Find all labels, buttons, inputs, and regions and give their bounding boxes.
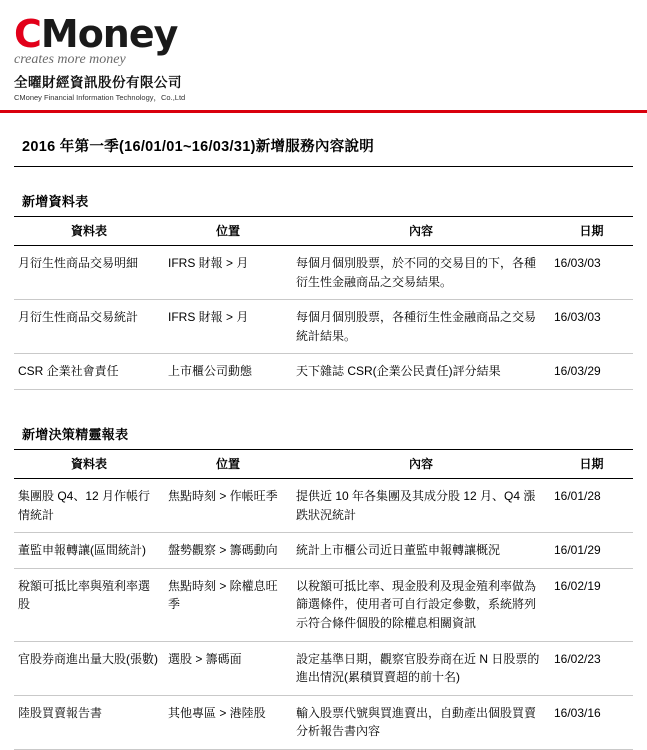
cell-content: 提供近 10 年各集團及其成分股 12 月、Q4 漲跌狀況統計 [292, 478, 550, 532]
cell-date: 16/01/28 [550, 478, 633, 532]
cell-date: 16/02/19 [550, 568, 633, 641]
column-header-location: 位置 [164, 450, 292, 479]
table-row [14, 568, 633, 641]
section-new-datatables [0, 191, 647, 390]
cell-content: 統計上市櫃公司近日董監申報轉讓概況 [292, 533, 550, 569]
column-header-content: 內容 [292, 217, 550, 246]
cell-content: 每個月個別股票，於不同的交易目的下，各種衍生性金融商品之交易結果。 [292, 246, 550, 300]
table-row [14, 354, 633, 390]
cell-location: 盤勢觀察 > 籌碼動向 [164, 533, 292, 569]
section-title: 新增決策精靈報表 [22, 426, 129, 442]
cell-location: 焦點時刻 > 除權息旺季 [164, 568, 292, 641]
title-divider [14, 166, 633, 167]
cell-content: 每個月個別股票，各種衍生性金融商品之交易統計結果。 [292, 300, 550, 354]
table-header-row [14, 217, 633, 246]
brand-tagline: creates more money [14, 52, 126, 67]
cell-name: CSR 企業社會責任 [14, 354, 164, 390]
table-row [14, 641, 633, 695]
column-header-content: 內容 [292, 450, 550, 479]
cell-content: 以稅額可抵比率、現金股利及現金殖利率做為篩選條件，使用者可自行設定參數，系統將列示符合條件個股的除權息相關資訊 [292, 568, 550, 641]
column-header-location: 位置 [164, 217, 292, 246]
cell-name: 董監申報轉讓(區間統計) [14, 533, 164, 569]
table-row [14, 246, 633, 300]
cell-date: 16/03/03 [550, 246, 633, 300]
cell-name: 月衍生性商品交易明細 [14, 246, 164, 300]
table-row [14, 478, 633, 532]
cell-location: IFRS 財報 > 月 [164, 300, 292, 354]
column-header-date: 日期 [550, 217, 633, 246]
cell-name: 官股券商進出量大股(張數) [14, 641, 164, 695]
cell-date: 16/03/29 [550, 354, 633, 390]
brand-header [0, 0, 647, 103]
cell-date: 16/03/03 [550, 300, 633, 354]
section-title: 新增資料表 [22, 194, 89, 209]
table-row [14, 695, 633, 749]
cell-date: 16/02/23 [550, 641, 633, 695]
cell-location: 選股 > 籌碼面 [164, 641, 292, 695]
brand-logo-rest: Money [40, 12, 178, 56]
page-title: 2016 年第一季(16/01/01~16/03/31)新增服務內容說明 [22, 139, 375, 155]
data-table [14, 450, 633, 750]
cell-content: 天下雜誌 CSR(企業公民責任)評分結果 [292, 354, 550, 390]
cell-name: 稅額可抵比率與殖利率選股 [14, 568, 164, 641]
brand-logo [14, 14, 647, 54]
company-name-cn: 全曜財經資訊股份有限公司 [14, 75, 182, 90]
cell-content: 設定基準日期，觀察官股券商在近 N 日股票的進出情況(累積買賣超的前十名) [292, 641, 550, 695]
table-row [14, 533, 633, 569]
cell-location: 其他專區 > 港陸股 [164, 695, 292, 749]
table-header-row [14, 450, 633, 479]
cell-content: 輸入股票代號與買進賣出，自動產出個股買賣分析報告書內容 [292, 695, 550, 749]
data-table [14, 217, 633, 390]
header-divider [0, 110, 647, 113]
brand-logo-initial: C [14, 12, 41, 56]
section-new-reports [0, 424, 647, 750]
table-row [14, 300, 633, 354]
cell-date: 16/01/29 [550, 533, 633, 569]
cell-location: 上市櫃公司動態 [164, 354, 292, 390]
company-name-en: CMoney Financial Information Technology，Co.,Ltd [14, 93, 186, 102]
cell-location: IFRS 財報 > 月 [164, 246, 292, 300]
column-header-name: 資料表 [14, 450, 164, 479]
cell-name: 月衍生性商品交易統計 [14, 300, 164, 354]
column-header-date: 日期 [550, 450, 633, 479]
cell-date: 16/03/16 [550, 695, 633, 749]
cell-name: 陸股買賣報告書 [14, 695, 164, 749]
cell-name: 集團股 Q4、12 月作帳行情統計 [14, 478, 164, 532]
column-header-name: 資料表 [14, 217, 164, 246]
cell-location: 焦點時刻 > 作帳旺季 [164, 478, 292, 532]
